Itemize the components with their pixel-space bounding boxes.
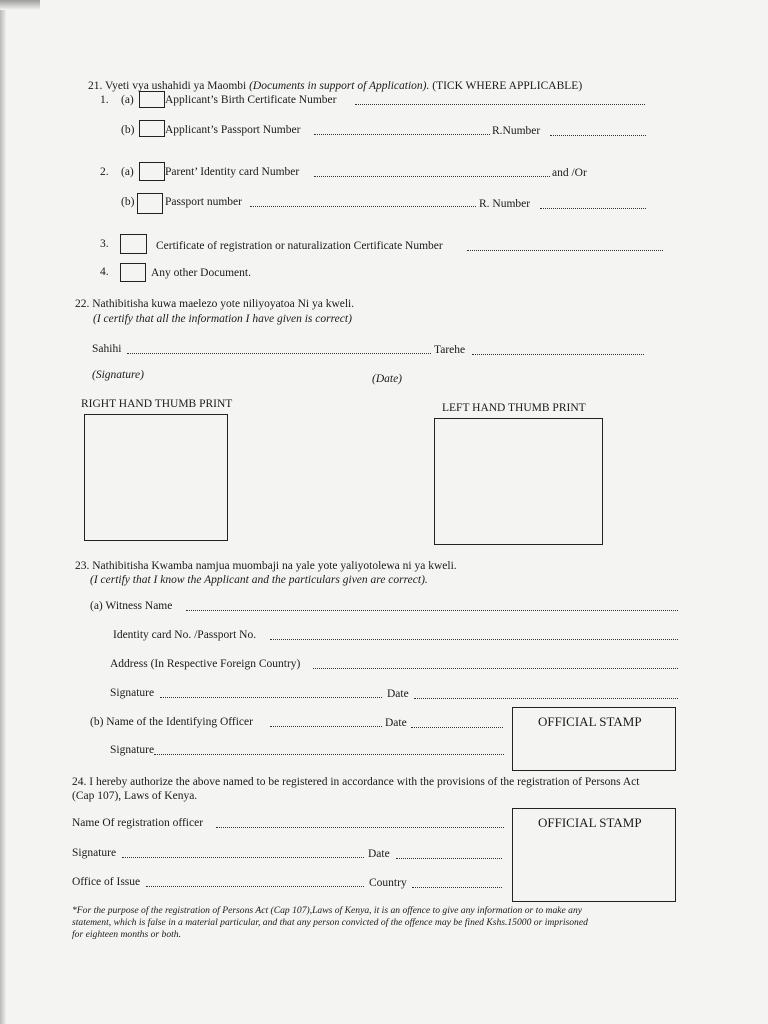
item-4-number: 4. xyxy=(100,266,109,278)
identifying-officer-label: (b) Name of the Identifying Officer xyxy=(90,716,253,728)
witness-id-field[interactable] xyxy=(270,639,678,640)
witness-id-label: Identity card No. /Passport No. xyxy=(113,629,257,641)
officer-signature-field[interactable] xyxy=(154,754,504,755)
footnote-line-2: statement, which is false in a material particular, and that any person convicted of the offence may be fined Kshs.15000 or imprisoned xyxy=(72,917,588,928)
witness-signature-field[interactable] xyxy=(160,697,382,698)
witness-name-field[interactable] xyxy=(186,610,678,611)
section-23-title-en: (I certify that I know the Applicant and the particulars given are correct). xyxy=(90,574,428,586)
signature-caption: (Signature) xyxy=(92,369,144,381)
footnote-line-1: *For the purpose of the registration of Persons Act (Cap 107),Laws of Kenya, it is an offence to give any information or to make any xyxy=(72,905,583,916)
registration-signature-field[interactable] xyxy=(122,857,364,858)
applicant-r-number-label: R.Number xyxy=(492,125,541,137)
country-label: Country xyxy=(369,877,407,889)
tarehe-label: Tarehe xyxy=(434,344,466,356)
witness-address-field[interactable] xyxy=(313,668,678,669)
identifying-officer-field[interactable] xyxy=(270,726,382,727)
section-22-title-en: (I certify that all the information I have given is correct) xyxy=(93,313,352,325)
section-22-title: 22. Nathibitisha kuwa maelezo yote niliyoyatoa Ni ya kweli. xyxy=(75,298,355,310)
parent-passport-number-field[interactable] xyxy=(250,206,476,207)
section-24-line-2: (Cap 107), Laws of Kenya. xyxy=(72,790,198,802)
item-3-number: 3. xyxy=(100,238,109,250)
birth-certificate-label: Applicant’s Birth Certificate Number xyxy=(165,94,337,106)
applicant-signature-field[interactable] xyxy=(127,353,431,354)
parent-passport-checkbox[interactable] xyxy=(137,193,163,214)
office-of-issue-label: Office of Issue xyxy=(72,876,141,888)
item-2a-prefix: (a) xyxy=(121,166,134,178)
naturalization-checkbox[interactable] xyxy=(120,234,147,254)
right-thumb-print-box[interactable] xyxy=(84,414,228,541)
section-23-title: 23. Nathibitisha Kwamba namjua muombaji na yale yote yaliyotolewa ni ya kweli. xyxy=(75,560,457,572)
section-24-line-1: 24. I hereby authorize the above named to be registered in accordance with the provisions of the registration of Persons Act xyxy=(72,776,640,788)
official-stamp-label-2: OFFICIAL STAMP xyxy=(538,815,642,830)
section-21-title: 21. Vyeti vya ushahidi ya Maombi xyxy=(88,80,247,92)
page-edge xyxy=(0,0,6,1024)
scan-corner xyxy=(0,0,40,10)
naturalization-number-field[interactable] xyxy=(467,250,663,251)
parent-r-number-label: R. Number xyxy=(479,198,531,210)
right-thumb-label: RIGHT HAND THUMB PRINT xyxy=(81,398,233,410)
date-caption: (Date) xyxy=(372,373,403,385)
registration-date-field[interactable] xyxy=(396,858,502,859)
applicant-passport-number-field[interactable] xyxy=(314,134,490,135)
other-document-label: Any other Document. xyxy=(151,267,251,279)
witness-date-field[interactable] xyxy=(414,698,678,699)
left-thumb-print-box[interactable] xyxy=(434,418,603,545)
office-of-issue-field[interactable] xyxy=(146,886,364,887)
officer-date-field[interactable] xyxy=(411,727,503,728)
and-or-label: and /Or xyxy=(552,167,587,179)
section-21-title-en: (Documents in support of Application). xyxy=(249,80,430,92)
official-stamp-label-1: OFFICIAL STAMP xyxy=(538,714,642,729)
birth-certificate-checkbox[interactable] xyxy=(139,91,165,108)
sahihi-label: Sahihi xyxy=(92,343,122,355)
birth-certificate-number-field[interactable] xyxy=(355,104,645,105)
parent-r-number-field[interactable] xyxy=(540,208,646,209)
applicant-r-number-field[interactable] xyxy=(550,135,646,136)
witness-name-label: (a) Witness Name xyxy=(90,600,173,612)
item-1a-prefix: (a) xyxy=(121,94,134,106)
witness-date-label: Date xyxy=(387,688,409,700)
parent-id-checkbox[interactable] xyxy=(139,162,165,181)
item-2-number: 2. xyxy=(100,166,109,178)
tick-instruction: (TICK WHERE APPLICABLE) xyxy=(432,80,583,92)
item-1-number: 1. xyxy=(100,94,109,106)
officer-signature-label: Signature xyxy=(110,744,155,756)
officer-date-label: Date xyxy=(385,717,407,729)
left-thumb-label: LEFT HAND THUMB PRINT xyxy=(442,402,586,414)
registration-signature-label: Signature xyxy=(72,847,117,859)
registration-officer-field[interactable] xyxy=(216,827,504,828)
naturalization-label: Certificate of registration or naturalization Certificate Number xyxy=(156,240,443,252)
parent-id-label: Parent’ Identity card Number xyxy=(165,166,300,178)
item-1b-prefix: (b) xyxy=(121,124,135,136)
item-2b-prefix: (b) xyxy=(121,196,135,208)
applicant-date-field[interactable] xyxy=(472,354,644,355)
witness-signature-label: Signature xyxy=(110,687,155,699)
applicant-passport-checkbox[interactable] xyxy=(139,120,165,137)
registration-officer-label: Name Of registration officer xyxy=(72,817,204,829)
country-field[interactable] xyxy=(412,887,502,888)
other-document-checkbox[interactable] xyxy=(120,263,146,282)
witness-address-label: Address (In Respective Foreign Country) xyxy=(110,658,301,670)
parent-id-number-field[interactable] xyxy=(314,176,550,177)
registration-date-label: Date xyxy=(368,848,390,860)
parent-passport-label: Passport number xyxy=(165,196,242,208)
footnote-line-3: for eighteen months or both. xyxy=(72,929,181,940)
applicant-passport-label: Applicant’s Passport Number xyxy=(165,124,301,136)
